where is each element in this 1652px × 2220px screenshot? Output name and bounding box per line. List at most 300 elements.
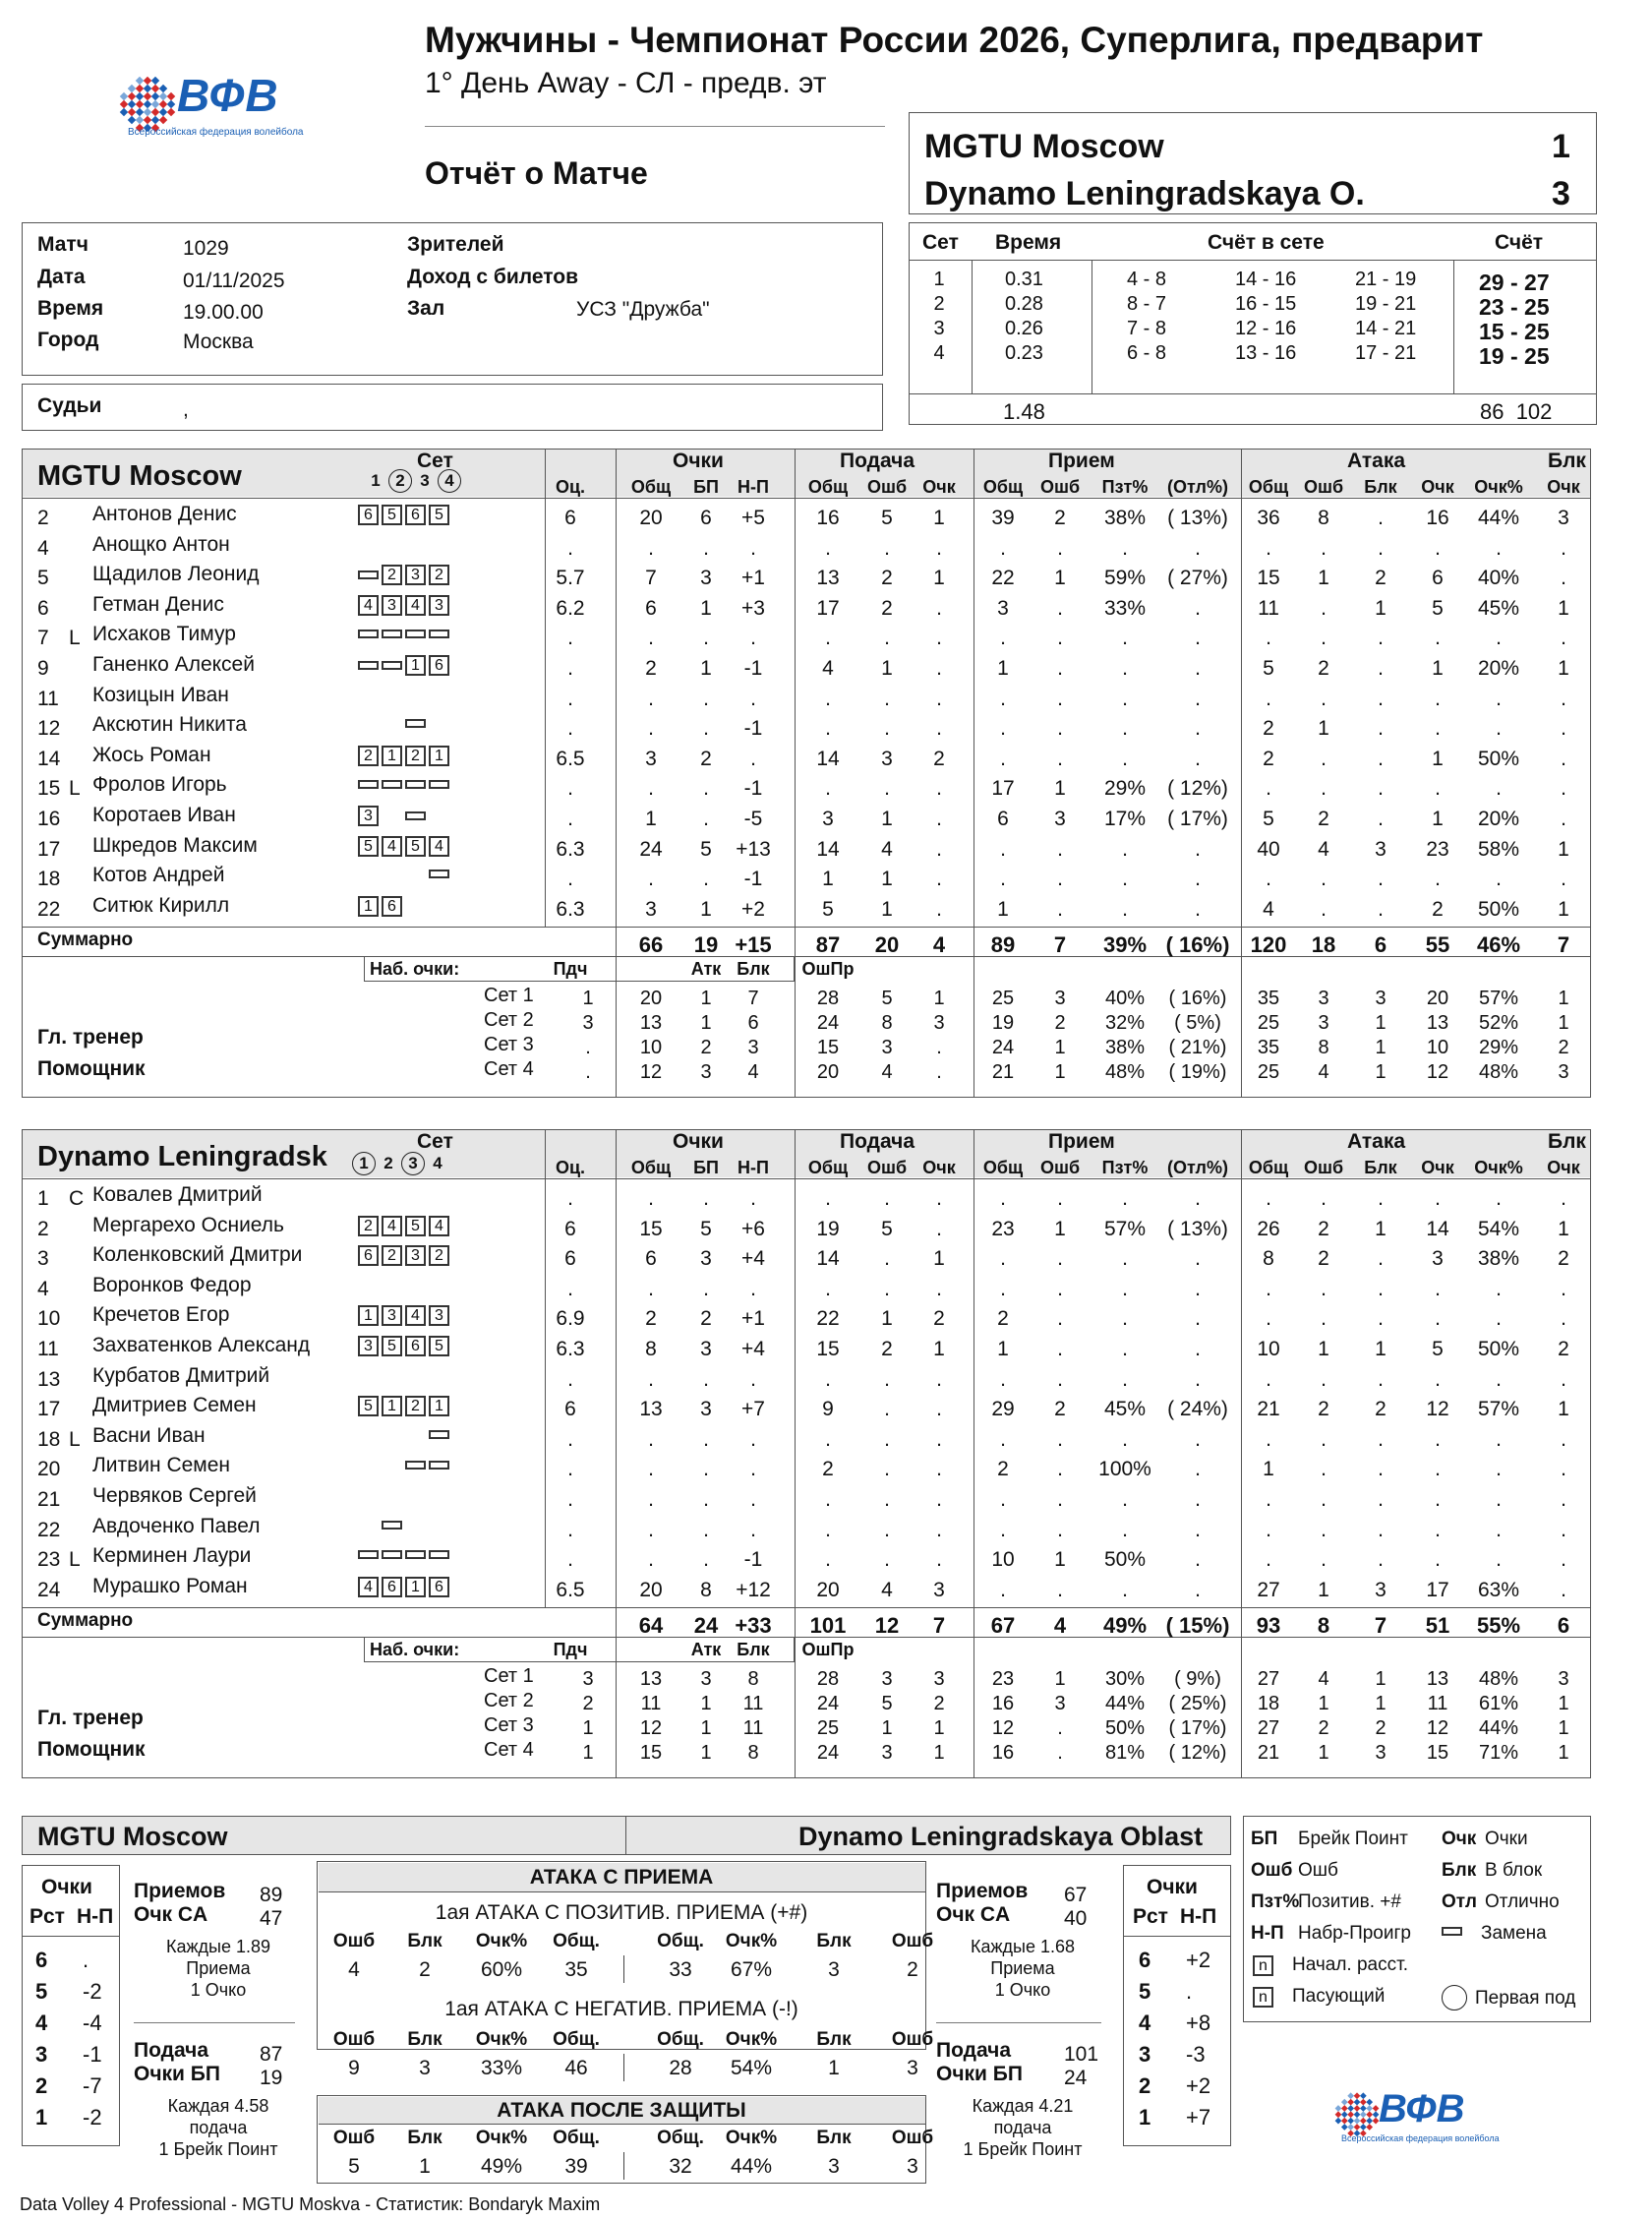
stat-cell: 2 [1558, 1338, 1569, 1360]
player-number: 23 [37, 1548, 61, 1572]
stat-cell: 20% [1477, 808, 1520, 830]
legend-value: Пасующий [1292, 1986, 1386, 2007]
stat-cell: . [884, 1548, 890, 1572]
legend-value: Ошб [1298, 1860, 1338, 1881]
stat-cell: 1 [1318, 567, 1329, 590]
stat-cell: . [884, 1247, 890, 1271]
set-stat-cell: 4 [881, 1061, 893, 1084]
stat-cell: . [1122, 1518, 1128, 1541]
set-stat-cell: 21 [991, 1061, 1015, 1084]
set-stat-cell: 24 [816, 1693, 840, 1715]
rotation-number: 4 [35, 2010, 48, 2035]
stat-cell: 3 [700, 567, 712, 590]
set-stat-cell: 1 [933, 988, 945, 1010]
set-duration: 0.26 [1005, 318, 1043, 339]
set-stat-cell: 27 [1257, 1668, 1280, 1691]
stat-cell: ( 13%) [1167, 1217, 1228, 1240]
set-stat-cell: 1 [582, 1717, 594, 1740]
player-name: Щадилов Леонид [92, 563, 260, 586]
stat-cell: 1 [881, 897, 893, 921]
total-cell: 51 [1425, 1613, 1450, 1639]
team1-subhead: Ошб [1303, 477, 1344, 497]
team2-subhead: Очк% [1474, 1158, 1523, 1177]
stat-cell: 3 [881, 747, 893, 770]
stat-cell: . [1561, 627, 1566, 650]
stat-cell: 1 [1558, 1398, 1569, 1421]
stat-cell: 6 [1432, 567, 1444, 590]
stat-cell: . [1057, 627, 1063, 650]
player-name: Курбатов Дмитрий [92, 1363, 270, 1387]
team1-col-block: Блк [1548, 450, 1586, 472]
attack-value: 2 [907, 1958, 918, 1981]
t2-rec-word: Приема [990, 1958, 1055, 1978]
stat-cell: 1 [700, 897, 712, 921]
stat-cell: 17% [1103, 808, 1147, 830]
set-stat-cell: 25 [1257, 1061, 1280, 1084]
stat-cell: . [1435, 1488, 1441, 1511]
rotation-value: . [1186, 1979, 1193, 2004]
stat-cell: 1 [1054, 567, 1066, 590]
starting-position: 1 [382, 746, 402, 766]
set-stat-cell: 30% [1104, 1668, 1146, 1691]
set-stat-cell: 2 [933, 1693, 945, 1715]
player-sets [358, 866, 452, 889]
set-stat-cell: ( 16%) [1168, 988, 1227, 1010]
attack-head: Блк [816, 2029, 852, 2050]
stat-cell: 100% [1098, 1458, 1151, 1481]
player-name: Аксютин Никита [92, 713, 247, 737]
set-stat-cell: 1 [700, 1742, 712, 1765]
stat-cell: . [825, 1488, 831, 1511]
stat-cell: 8 [1318, 507, 1329, 529]
stat-cell: 1 [1558, 837, 1569, 861]
starting-position: 2 [429, 565, 449, 585]
stat-cell: 1 [1263, 1458, 1274, 1481]
stat-cell: . [936, 808, 942, 830]
set-stat-cell: 71% [1478, 1742, 1519, 1765]
set-row-label: Сет 4 [484, 1739, 534, 1762]
attack-head: Ошб [332, 2029, 376, 2050]
attack-value: 3 [907, 2057, 918, 2079]
stat-cell: . [825, 1187, 831, 1210]
player-sets [358, 625, 452, 648]
team1-set-num [438, 469, 461, 493]
player-name: Ганенко Алексей [92, 653, 255, 676]
t2-serve-value: 101 [1064, 2043, 1099, 2066]
team2-subhead: Общ [982, 1158, 1024, 1177]
stat-cell: 2 [1318, 657, 1329, 680]
team1-subhead: Общ [630, 477, 672, 497]
stat-cell: . [1435, 1548, 1441, 1572]
starting-position: 4 [405, 1305, 426, 1326]
player-sets [358, 715, 452, 739]
set-stat-cell: 1 [1558, 988, 1569, 1010]
starting-position: 5 [358, 1396, 379, 1416]
stat-cell: 1 [1432, 747, 1444, 770]
player-name: Мергарехо Осниель [92, 1213, 284, 1236]
attack-head: Ошб [891, 1931, 934, 1951]
stat-cell: . [825, 777, 831, 801]
set-stat-cell: 11 [742, 1693, 764, 1715]
set-stat-cell: 1 [1375, 1668, 1386, 1691]
stat-cell: 29 [991, 1398, 1015, 1421]
stat-cell: ( 17%) [1167, 808, 1228, 830]
city-label: Город [37, 329, 99, 351]
stat-cell: . [884, 1458, 890, 1481]
stat-cell: . [1057, 1277, 1063, 1300]
set-stat-cell: 81% [1104, 1742, 1146, 1765]
stat-cell: 3 [1558, 507, 1569, 529]
rotation-value: -4 [83, 2010, 102, 2035]
set-num-label: 2 [395, 471, 405, 490]
stat-cell: 20 [639, 507, 663, 529]
stat-cell: . [1378, 1307, 1384, 1331]
stat-cell: . [884, 627, 890, 650]
stat-cell: . [1000, 687, 1006, 710]
player-number: 2 [37, 1217, 49, 1240]
stat-cell: . [1496, 627, 1502, 650]
stat-cell: 3 [1375, 837, 1386, 861]
stat-cell: ( 12%) [1167, 777, 1228, 801]
stat-cell: . [1435, 627, 1441, 650]
stat-cell: 36 [1257, 507, 1280, 529]
stat-cell: 59% [1103, 567, 1147, 590]
team1-subhead: Очк [922, 477, 956, 497]
attack-value: 3 [828, 2155, 840, 2178]
set-stat-cell: 7 [747, 988, 759, 1010]
stat-cell: . [1195, 1488, 1201, 1511]
total-cell: 4 [1053, 1613, 1067, 1639]
t2-serve-each: Каждая 4.21 [972, 2096, 1074, 2116]
team1-subhead: Очк% [1474, 477, 1523, 497]
stat-cell: . [884, 777, 890, 801]
stat-cell: . [1496, 1367, 1502, 1391]
player-name: Мурашко Роман [92, 1574, 248, 1597]
stat-cell: . [1122, 1247, 1128, 1271]
stat-cell: . [1378, 657, 1384, 680]
legend-value: Замена [1481, 1923, 1547, 1944]
stat-cell: 1 [1318, 1338, 1329, 1360]
set-stat-cell: 3 [1054, 988, 1066, 1010]
stat-cell: . [1496, 536, 1502, 560]
player-name: Гетман Денис [92, 592, 224, 616]
total-cell: 67 [990, 1613, 1016, 1639]
player-name: Козицын Иван [92, 683, 229, 706]
stat-cell: 2 [645, 657, 657, 680]
spectators-label: Зрителей [407, 233, 504, 256]
starting-position: 5 [405, 836, 426, 857]
stat-cell: 6.9 [556, 1307, 585, 1331]
stat-cell: . [1122, 868, 1128, 891]
total-cell: 46% [1476, 932, 1521, 958]
stat-cell: -1 [743, 777, 763, 801]
set-stat-cell: 15 [639, 1742, 663, 1765]
stat-cell: . [648, 1518, 654, 1541]
starting-position: 5 [429, 1336, 449, 1356]
stat-cell: 1 [1558, 1217, 1569, 1240]
stat-cell: 2 [1318, 1217, 1329, 1240]
stat-cell: 6 [564, 1247, 576, 1271]
stat-cell: 3 [700, 1338, 712, 1360]
set-partial-8: 4 - 8 [1127, 269, 1167, 290]
team1-set-num [388, 469, 412, 493]
set-stat-cell: 38% [1104, 1037, 1146, 1059]
stat-cell: 20 [816, 1578, 840, 1601]
player-number: 11 [37, 1338, 59, 1360]
stat-cell: . [1435, 536, 1441, 560]
stat-cell: . [1266, 536, 1271, 560]
stat-cell: . [1000, 868, 1006, 891]
team2-score-name: Dynamo Leningradskaya O. [924, 175, 1365, 212]
set-stat-cell: 3 [1558, 1061, 1569, 1084]
attack-head: Блк [407, 2029, 442, 2050]
stat-cell: 23 [991, 1217, 1015, 1240]
stat-cell: . [750, 536, 756, 560]
t2-one-pt: 1 Очко [994, 1980, 1051, 2000]
stat-cell: . [1496, 777, 1502, 801]
stat-cell: . [1195, 1548, 1201, 1572]
total-cell: 39% [1102, 932, 1148, 958]
substitution-icon [358, 780, 379, 789]
stat-cell: . [1561, 747, 1566, 770]
set-stat-cell: 25 [816, 1717, 840, 1740]
attack-value: 3 [419, 2057, 431, 2079]
stat-cell: 2 [881, 1338, 893, 1360]
team2-subhead: Блк [1364, 1158, 1397, 1177]
stat-cell: . [825, 627, 831, 650]
set-stat-cell: 16 [991, 1742, 1015, 1765]
stat-cell: . [1435, 1307, 1441, 1331]
stat-cell: . [1122, 536, 1128, 560]
player-number: 2 [37, 507, 49, 529]
attack-value: 4 [348, 1958, 360, 1981]
set-stat-cell: 1 [1054, 1061, 1066, 1084]
set-num-label: 1 [359, 1154, 369, 1172]
sets-head: Пдч [553, 1640, 588, 1660]
team1-subhead: БП [693, 477, 719, 497]
stat-cell: . [750, 1367, 756, 1391]
stat-cell: 1 [933, 1338, 945, 1360]
set-stat-cell: 4 [747, 1061, 759, 1084]
stat-cell: . [825, 536, 831, 560]
attack-value: 35 [564, 1958, 588, 1981]
stat-cell: . [1378, 1187, 1384, 1210]
set-row-label: Сет 4 [484, 1058, 534, 1081]
stat-cell: . [936, 536, 942, 560]
team1-subhead: Блк [1364, 477, 1397, 497]
stat-cell: 8 [645, 1338, 657, 1360]
starting-position: 3 [405, 1245, 426, 1266]
starting-position: 1 [429, 1396, 449, 1416]
stat-cell: . [1435, 777, 1441, 801]
stat-cell: . [703, 868, 709, 891]
stat-cell: 4 [881, 1578, 893, 1601]
stat-cell: . [750, 627, 756, 650]
stat-cell: -1 [743, 657, 763, 680]
starting-position: 3 [405, 565, 426, 585]
substitution-icon [405, 630, 426, 638]
footer-text: Data Volley 4 Professional - MGTU Moskva - Статистик: Bondaryk Maxim [20, 2194, 601, 2214]
set-stat-cell: 3 [1318, 988, 1329, 1010]
stat-cell: 3 [933, 1578, 945, 1601]
stat-cell: . [750, 1458, 756, 1481]
set-stat-cell: 1 [1054, 1668, 1066, 1691]
stat-cell: . [936, 1367, 942, 1391]
rotation-number: 5 [1139, 1979, 1151, 2004]
set-duration: 0.23 [1005, 342, 1043, 364]
starting-position: 6 [405, 1336, 426, 1356]
stat-cell: . [1122, 657, 1128, 680]
attack-head: Очк% [725, 2128, 778, 2148]
stat-cell: 1 [700, 657, 712, 680]
substitution-icon [405, 1461, 426, 1470]
set-stat-cell: 28 [816, 988, 840, 1010]
player-sets [358, 1546, 452, 1570]
legend-key: Ошб [1251, 1860, 1293, 1881]
team1-col-attack: Атака [1347, 450, 1406, 472]
player-name: Литвин Семен [92, 1454, 231, 1477]
set-stat-cell: 2 [700, 1037, 712, 1059]
stat-cell: 17 [991, 777, 1015, 801]
total-cell: 12 [874, 1613, 900, 1639]
legend-key: Н-П [1251, 1923, 1284, 1944]
stat-cell: . [703, 1488, 709, 1511]
set-stat-cell: 6 [747, 1012, 759, 1035]
stat-cell: . [1195, 1338, 1201, 1360]
set-stat-cell: 13 [1426, 1668, 1449, 1691]
stat-cell: 6.5 [556, 1578, 585, 1601]
stat-cell: 5 [881, 1217, 893, 1240]
stat-cell: . [1561, 868, 1566, 891]
t1-rec-word: Приема [186, 1958, 251, 1978]
t1-serve-each: Каждая 4.58 [167, 2096, 269, 2116]
total-cell: 120 [1250, 932, 1287, 958]
stat-cell: . [884, 1187, 890, 1210]
starting-position: 5 [405, 1216, 426, 1236]
total-cell: 4 [932, 932, 946, 958]
stat-cell: . [936, 627, 942, 650]
stat-cell: . [1122, 1338, 1128, 1360]
rotation-value: +2 [1186, 1948, 1211, 1972]
player-sets [358, 1517, 452, 1540]
stat-cell: . [936, 687, 942, 710]
coach-label: Гл. тренер [37, 1707, 144, 1730]
stat-cell: . [1195, 717, 1201, 741]
team1-set-num [364, 472, 387, 489]
attack-head: Ошб [332, 1931, 376, 1951]
player-sets [358, 1305, 452, 1329]
team2-sets-won: 3 [1552, 175, 1570, 212]
player-number: 4 [37, 536, 49, 560]
stat-cell: 4 [822, 657, 834, 680]
coach-label: Гл. тренер [37, 1026, 144, 1050]
stat-cell: . [1195, 1187, 1201, 1210]
start-position-icon: n [1253, 1987, 1273, 2008]
player-sets [358, 1216, 452, 1239]
stat-cell: 4 [881, 837, 893, 861]
stat-cell: 1 [997, 657, 1009, 680]
stat-cell: . [648, 1488, 654, 1511]
stat-cell: . [1321, 536, 1327, 560]
attack-head: Общ. [657, 1931, 704, 1951]
set-stat-cell: 5 [881, 1693, 893, 1715]
stat-cell: . [1378, 1458, 1384, 1481]
set-stat-cell: 57% [1478, 988, 1519, 1010]
sets-col-set: Сет [922, 231, 959, 254]
legend-key: Блк [1442, 1860, 1477, 1881]
rot1-points-head: Очки [41, 1876, 92, 1898]
match-time: 19.00.00 [183, 301, 264, 324]
t1-rec-label: Приемов [134, 1880, 226, 1902]
set-partial-21: 14 - 21 [1355, 318, 1417, 339]
substitution-icon [382, 1550, 402, 1559]
stat-cell: 1 [881, 657, 893, 680]
stat-cell: . [936, 596, 942, 620]
set-stat-cell: 18 [1257, 1693, 1280, 1715]
stat-cell: . [1122, 1427, 1128, 1451]
assistant-label: Помощник [37, 1738, 146, 1762]
stat-cell: 5 [1432, 1338, 1444, 1360]
stat-cell: . [1057, 1187, 1063, 1210]
substitution-icon [358, 570, 379, 579]
stat-cell: . [1266, 1488, 1271, 1511]
stat-cell: . [1496, 1307, 1502, 1331]
rot2-rot-head: Рст [1133, 1905, 1168, 1928]
set-stat-cell: 3 [747, 1037, 759, 1059]
attack-head: Общ. [553, 2128, 600, 2148]
stat-cell: 1 [881, 808, 893, 830]
stat-cell: 16 [1426, 507, 1449, 529]
stat-cell: . [1195, 1247, 1201, 1271]
stat-cell: . [1321, 1367, 1327, 1391]
stat-cell: +1 [741, 1307, 765, 1331]
stat-cell: . [1195, 747, 1201, 770]
stat-cell: . [1496, 1427, 1502, 1451]
stat-cell: ( 27%) [1167, 567, 1228, 590]
legend-value: Первая под [1475, 1988, 1576, 2009]
player-sets [358, 746, 452, 769]
t1-rec-value: 89 [260, 1884, 283, 1906]
stat-cell: 1 [1318, 1578, 1329, 1601]
stat-cell: . [1321, 897, 1327, 921]
stat-cell: 5 [1432, 596, 1444, 620]
stat-cell: 2 [1375, 567, 1386, 590]
stat-cell: . [825, 1427, 831, 1451]
player-role: L [69, 1427, 81, 1451]
stat-cell: . [825, 1548, 831, 1572]
total-cell: 24 [693, 1613, 719, 1639]
stat-cell: 13 [639, 1398, 663, 1421]
stat-cell: . [750, 1427, 756, 1451]
legend-value: В блок [1485, 1860, 1543, 1881]
stat-cell: . [825, 717, 831, 741]
stat-cell: 6.2 [556, 596, 585, 620]
stat-cell: . [1435, 1518, 1441, 1541]
team2-subhead: Ошб [866, 1158, 908, 1177]
player-number: 11 [37, 687, 59, 710]
player-sets [358, 836, 452, 860]
stat-cell: 5 [1263, 657, 1274, 680]
stat-cell: . [648, 1187, 654, 1210]
stat-cell: 1 [1375, 596, 1386, 620]
set-stat-cell: 2 [1558, 1037, 1569, 1059]
set-stat-cell: 3 [933, 1668, 945, 1691]
set-stat-cell: 1 [700, 1717, 712, 1740]
player-sets [358, 505, 452, 528]
team1-subhead: Общ [1248, 477, 1289, 497]
stat-cell: 11 [1258, 596, 1279, 620]
substitution-legend-icon [1442, 1927, 1462, 1936]
